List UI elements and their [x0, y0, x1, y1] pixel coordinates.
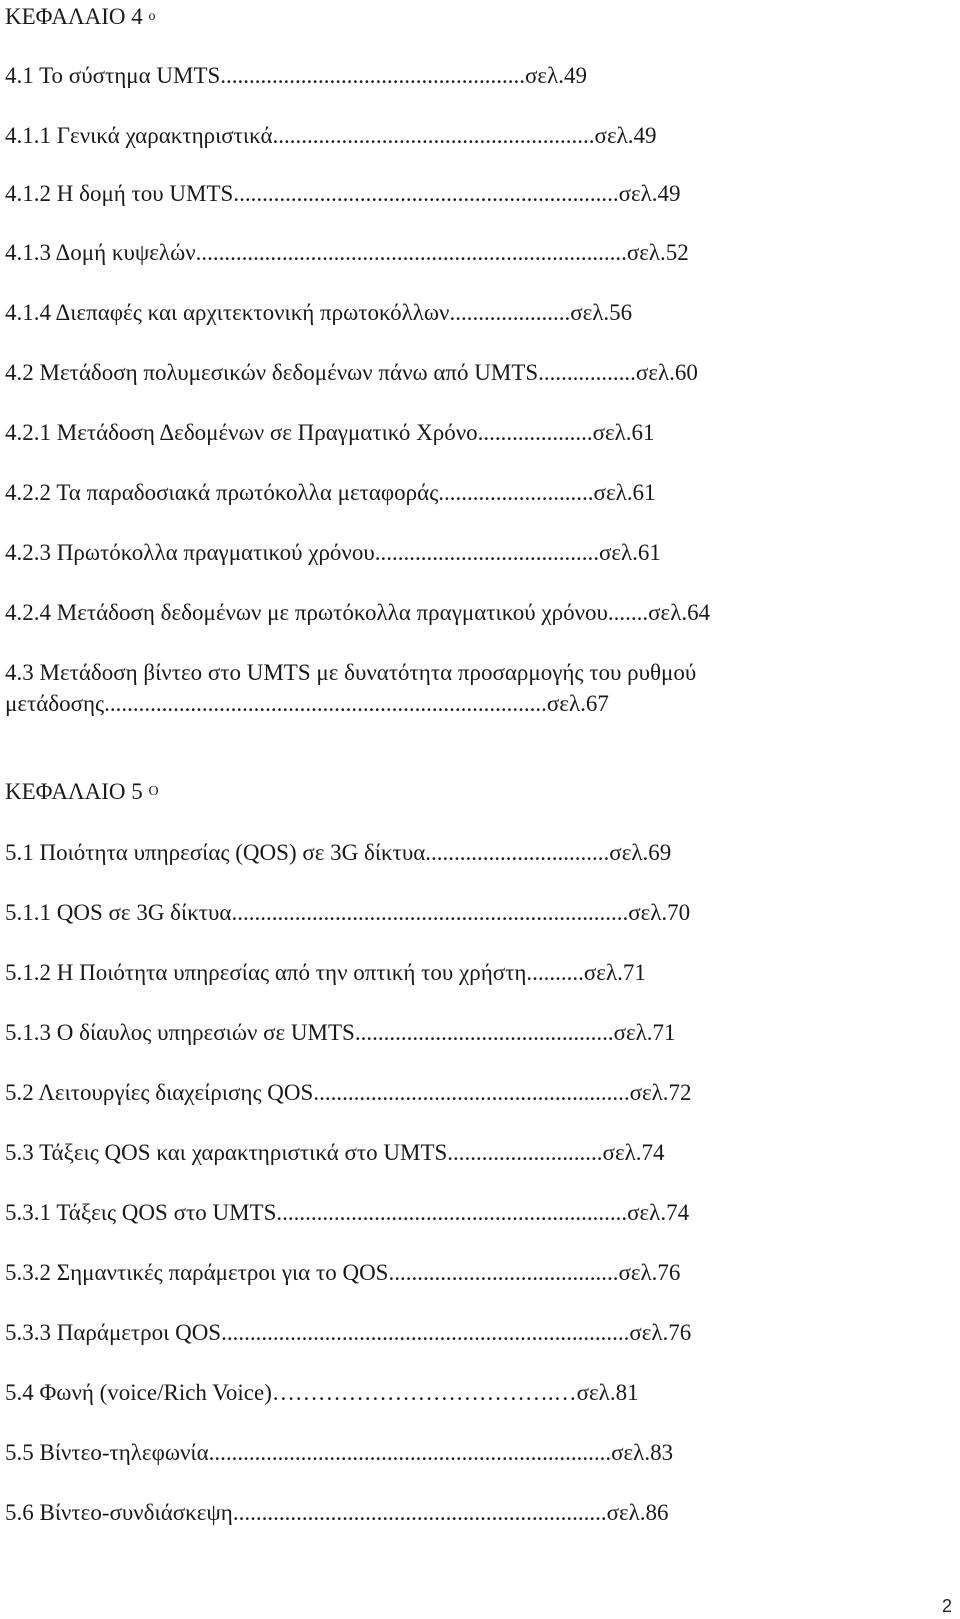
chapter-4-ordinal: ο	[148, 9, 156, 24]
toc-entry: 5.3.2 Σημαντικές παράμετροι για το QOS........................................σελ.76	[5, 1260, 681, 1285]
toc-entry: 5.3.1 Τάξεις QOS στο UMTS.............................................................σελ.74	[5, 1200, 690, 1225]
chapter-5-heading: ΚΕΦΑΛΑΙΟ 5 $^O$	[5, 779, 159, 804]
chapter-4-heading: ΚΕΦΑΛΑΙΟ 4 $^o$	[5, 4, 156, 29]
toc-entry: 4.1.4 Διεπαφές και αρχιτεκτονική πρωτοκόλλων.....................σελ.56	[5, 300, 633, 325]
toc-entry: 5.3.3 Παράμετροι QOS.......................................................................σελ.76	[5, 1320, 692, 1345]
toc-entry: 5.5 Βίντεο-τηλεφωνία......................................................................σελ.83	[5, 1440, 674, 1465]
toc-entry: 4.2.1 Μετάδοση Δεδομένων σε Πραγματικό Χρόνο....................σελ.61	[5, 420, 655, 445]
toc-entry: 4.1.3 Δομή κυψελών...........................................................................σελ.52	[5, 240, 689, 265]
toc-entry: 4.2.4 Μετάδοση δεδομένων με πρωτόκολλα πραγματικού χρόνου.......σελ.64	[5, 600, 711, 625]
toc-entry: 4.1.2 Η δομή του UMTS...................................................................σελ.49	[5, 181, 681, 206]
toc-entry: 5.1.3 Ο δίαυλος υπηρεσιών σε UMTS.............................................σελ.71	[5, 1020, 676, 1045]
toc-entry: 5.1.2 Η Ποιότητα υπηρεσίας από την οπτική του χρήστη..........σελ.71	[5, 960, 646, 985]
toc-entry: 4.1 Το σύστημα UMTS.....................................................σελ.49	[5, 63, 587, 88]
toc-entry: 4.1.1 Γενικά χαρακτηριστικά........................................................σελ.49	[5, 123, 657, 148]
toc-entry: 4.2 Μετάδοση πολυμεσικών δεδομένων πάνω από UMTS.................σελ.60	[5, 360, 698, 385]
toc-entry: 5.3 Τάξεις QOS και χαρακτηριστικά στο UMTS...........................σελ.74	[5, 1140, 665, 1165]
toc-entry: μετάδοσης.............................................................................σελ.67	[5, 691, 609, 716]
toc-entry: 4.2.3 Πρωτόκολλα πραγματικού χρόνου.......................................σελ.61	[5, 540, 661, 565]
toc-entry: 5.2 Λειτουργίες διαχείρισης QOS.......................................................σελ.72	[5, 1080, 692, 1105]
toc-entry: 5.1 Ποιότητα υπηρεσίας (QOS) σε 3G δίκτυα................................σελ.69	[5, 840, 672, 865]
toc-entry: 5.1.1 QOS σε 3G δίκτυα.....................................................................σελ.70	[5, 900, 691, 925]
page-number: 2	[941, 1596, 952, 1616]
toc-entry: 4.2.2 Τα παραδοσιακά πρωτόκολλα μεταφοράς...........................σελ.61	[5, 480, 656, 505]
toc-entry: 5.4 Φωνή (voice/Rich Voice)……………………………….…σελ.81	[5, 1380, 639, 1405]
chapter-5-ordinal: Ο	[148, 784, 159, 799]
toc-entry: 5.6 Βίντεο-συνδιάσκεψη.................................................................σελ.86	[5, 1500, 669, 1525]
toc-entry: 4.3 Μετάδοση βίντεο στο UMTS με δυνατότητα προσαρμογής του ρυθμού	[5, 660, 697, 685]
